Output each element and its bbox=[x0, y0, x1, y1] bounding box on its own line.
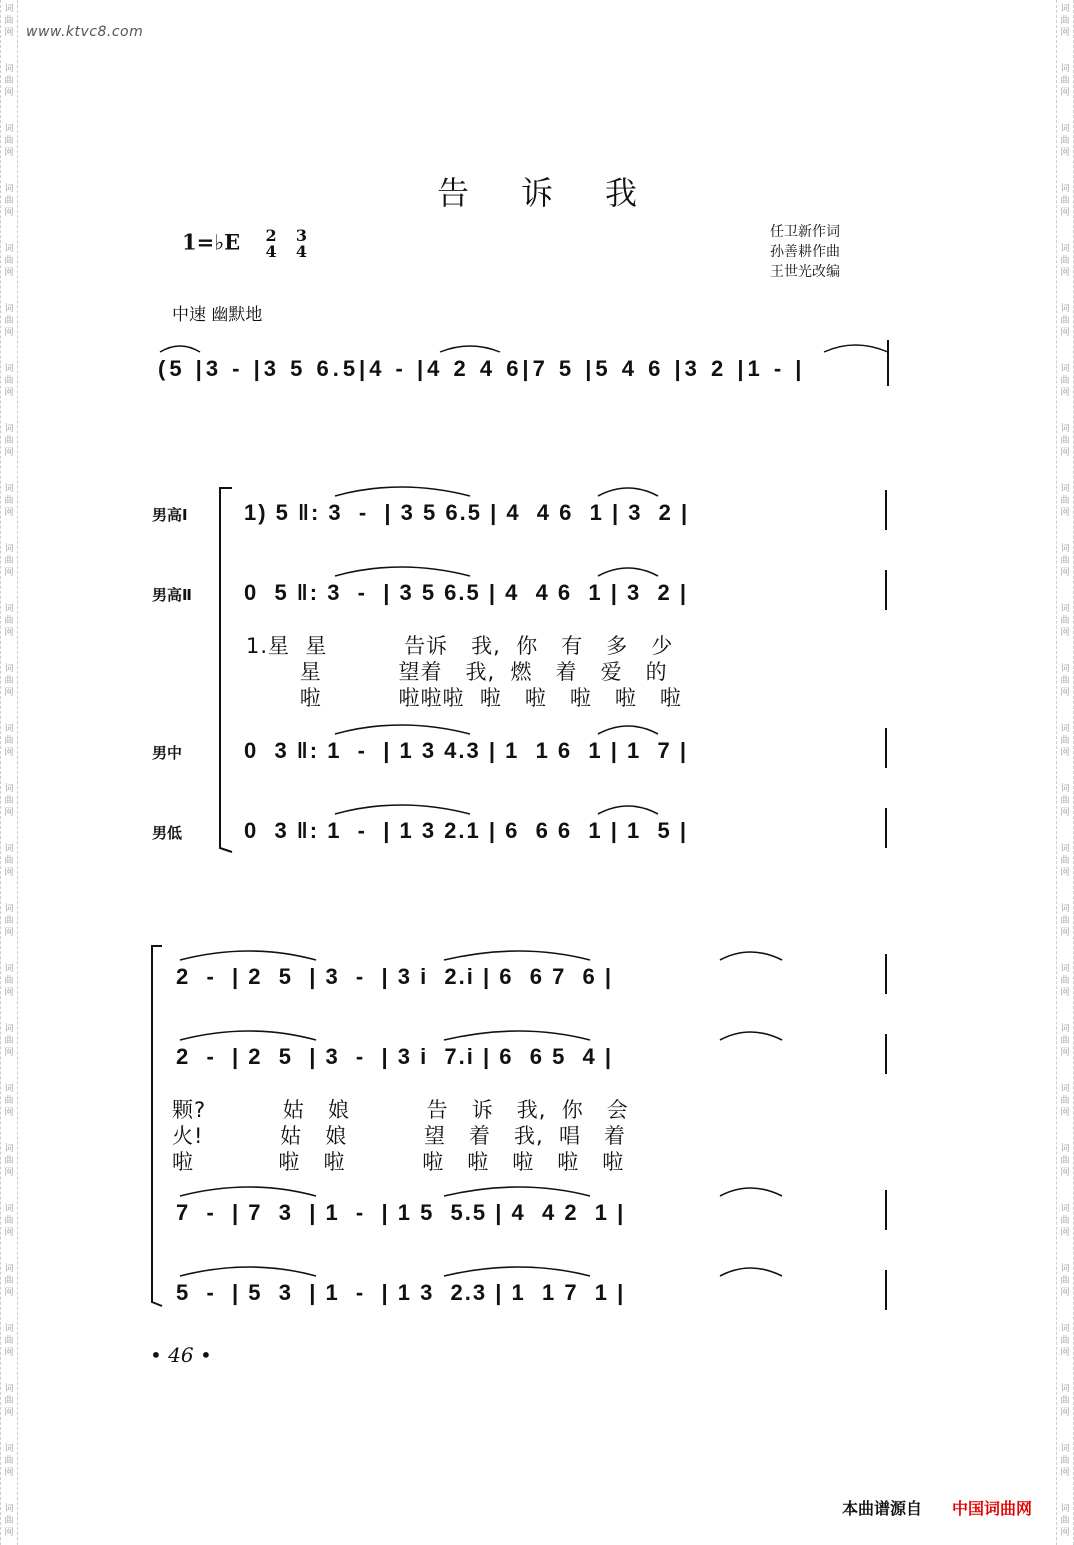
side-mark-char: 曲 bbox=[4, 1336, 14, 1346]
side-mark-char: 词 bbox=[1060, 364, 1070, 374]
side-mark-char: 词 bbox=[4, 1024, 14, 1034]
side-mark-char: 网 bbox=[1060, 988, 1070, 998]
side-mark-char: 曲 bbox=[4, 1096, 14, 1106]
notes-bass: 0 3 ‖: 1 - | 1 3 2.1 | 6 6 6 1 | 1 5 | bbox=[244, 818, 688, 843]
side-mark-char: 网 bbox=[4, 1408, 14, 1418]
side-mark-char: 曲 bbox=[1060, 316, 1070, 326]
side-mark-char: 词 bbox=[4, 724, 14, 734]
side-mark-char: 曲 bbox=[1060, 616, 1070, 626]
side-mark-char: 曲 bbox=[4, 1156, 14, 1166]
notes-s2-baritone: 7 - | 7 3 | 1 - | 1 5 5.5 | 4 4 2 1 | bbox=[176, 1200, 626, 1225]
side-mark-char: 网 bbox=[1060, 1108, 1070, 1118]
side-mark-char: 曲 bbox=[1060, 256, 1070, 266]
side-mark-char: 曲 bbox=[1060, 1396, 1070, 1406]
side-mark-char: 网 bbox=[1060, 1528, 1070, 1538]
side-mark-char: 词 bbox=[1060, 304, 1070, 314]
side-mark-char: 词 bbox=[1060, 184, 1070, 194]
side-mark-char: 词 bbox=[4, 844, 14, 854]
side-mark-char: 词 bbox=[4, 364, 14, 374]
side-mark-char: 网 bbox=[1060, 448, 1070, 458]
side-mark-char: 网 bbox=[4, 1288, 14, 1298]
side-mark-char: 网 bbox=[4, 328, 14, 338]
side-mark-char: 词 bbox=[4, 1444, 14, 1454]
side-mark-char: 词 bbox=[4, 124, 14, 134]
lyricist-credit: 任卫新作词 bbox=[770, 224, 840, 240]
side-mark-char: 词 bbox=[4, 424, 14, 434]
side-mark-char: 词 bbox=[1060, 1144, 1070, 1154]
side-mark-char: 曲 bbox=[4, 1456, 14, 1466]
meter-2-4: 2 4 bbox=[265, 226, 277, 261]
side-mark-char: 曲 bbox=[4, 1216, 14, 1226]
side-mark-char: 网 bbox=[4, 928, 14, 938]
side-mark-char: 网 bbox=[4, 208, 14, 218]
side-mark-char: 网 bbox=[4, 1108, 14, 1118]
side-mark-char: 词 bbox=[1060, 64, 1070, 74]
side-mark-char: 网 bbox=[1060, 508, 1070, 518]
side-mark-char: 词 bbox=[4, 184, 14, 194]
side-mark-char: 曲 bbox=[4, 616, 14, 626]
side-mark-char: 网 bbox=[1060, 808, 1070, 818]
key-text: 1=♭E bbox=[182, 229, 241, 255]
side-mark-char: 网 bbox=[4, 1228, 14, 1238]
side-mark-char: 词 bbox=[1060, 784, 1070, 794]
arranger-credit: 王世光改编 bbox=[770, 264, 840, 280]
side-mark-char: 词 bbox=[1060, 1444, 1070, 1454]
lyric-s2-line-1: 颗? 姑 娘 告 诉 我, 你 会 bbox=[172, 1098, 629, 1122]
side-mark-char: 曲 bbox=[4, 376, 14, 386]
notes-s2-tenor2: 2 - | 2 5 | 3 - | 3 i 7.i | 6 6 5 4 | bbox=[176, 1044, 614, 1069]
side-mark-char: 曲 bbox=[4, 676, 14, 686]
side-mark-char: 词 bbox=[4, 484, 14, 494]
side-mark-char: 曲 bbox=[1060, 1516, 1070, 1526]
part-label-tenor2: 男高Ⅱ bbox=[152, 586, 192, 604]
side-mark-char: 词 bbox=[4, 784, 14, 794]
footer-source-label: 本曲谱源自 bbox=[842, 1499, 923, 1518]
side-mark-char: 网 bbox=[1060, 628, 1070, 638]
side-mark-char: 词 bbox=[4, 244, 14, 254]
part-label-bass: 男低 bbox=[152, 824, 183, 842]
side-mark-char: 词 bbox=[1060, 904, 1070, 914]
side-mark-char: 词 bbox=[1060, 544, 1070, 554]
side-mark-char: 曲 bbox=[1060, 796, 1070, 806]
part-label-tenor1: 男高I bbox=[152, 506, 188, 524]
side-mark-char: 网 bbox=[4, 268, 14, 278]
side-mark-char: 网 bbox=[1060, 1348, 1070, 1358]
side-mark-char: 曲 bbox=[1060, 1276, 1070, 1286]
side-mark-char: 曲 bbox=[1060, 1096, 1070, 1106]
side-mark-char: 曲 bbox=[1060, 1456, 1070, 1466]
side-mark-char: 曲 bbox=[1060, 196, 1070, 206]
side-mark-char: 曲 bbox=[4, 736, 14, 746]
side-mark-char: 词 bbox=[1060, 484, 1070, 494]
notes-tenor2: 0 5 ‖: 3 - | 3 5 6.5 | 4 4 6 1 | 3 2 | bbox=[244, 580, 688, 605]
notes-s2-bass: 5 - | 5 3 | 1 - | 1 3 2.3 | 1 1 7 1 | bbox=[176, 1280, 626, 1305]
side-mark-char: 曲 bbox=[1060, 856, 1070, 866]
side-mark-char: 网 bbox=[1060, 148, 1070, 158]
side-mark-char: 词 bbox=[4, 1264, 14, 1274]
side-mark-char: 词 bbox=[4, 964, 14, 974]
side-mark-char: 网 bbox=[1060, 568, 1070, 578]
side-mark-char: 曲 bbox=[4, 1516, 14, 1526]
side-mark-char: 网 bbox=[4, 1468, 14, 1478]
side-mark-char: 曲 bbox=[1060, 376, 1070, 386]
side-mark-char: 曲 bbox=[1060, 76, 1070, 86]
intro-line: (5 |3 - |3 5 6.5|4 - |4 2 4 6|7 5 |5 4 6 |3 2 |1 - | bbox=[158, 356, 806, 381]
side-mark-char: 词 bbox=[1060, 1264, 1070, 1274]
side-mark-char: 曲 bbox=[4, 16, 14, 26]
side-mark-char: 网 bbox=[4, 28, 14, 38]
side-mark-char: 网 bbox=[1060, 208, 1070, 218]
side-mark-char: 曲 bbox=[1060, 136, 1070, 146]
side-mark-char: 曲 bbox=[4, 256, 14, 266]
side-mark-char: 曲 bbox=[4, 436, 14, 446]
side-mark-char: 词 bbox=[4, 604, 14, 614]
side-mark-char: 网 bbox=[4, 868, 14, 878]
side-mark-char: 曲 bbox=[4, 76, 14, 86]
lyric-s2-line-2: 火! 姑 娘 望 着 我, 唱 着 bbox=[172, 1124, 627, 1148]
side-mark-char: 曲 bbox=[4, 1396, 14, 1406]
side-mark-char: 网 bbox=[4, 1348, 14, 1358]
side-mark-char: 词 bbox=[4, 304, 14, 314]
side-mark-char: 网 bbox=[1060, 268, 1070, 278]
side-mark-char: 词 bbox=[1060, 964, 1070, 974]
side-mark-char: 词 bbox=[4, 664, 14, 674]
side-mark-char: 曲 bbox=[4, 136, 14, 146]
side-mark-char: 词 bbox=[4, 1084, 14, 1094]
side-mark-char: 词 bbox=[1060, 1024, 1070, 1034]
side-mark-char: 词 bbox=[1060, 424, 1070, 434]
watermark: www.ktvc8.com bbox=[26, 24, 144, 40]
lyric-line-1: 1.星 星 告诉 我, 你 有 多 少 bbox=[246, 634, 674, 658]
system1-bracket bbox=[220, 488, 232, 852]
side-mark-char: 曲 bbox=[4, 1276, 14, 1286]
side-mark-char: 词 bbox=[1060, 1084, 1070, 1094]
side-mark-char: 词 bbox=[4, 1324, 14, 1334]
side-mark-char: 曲 bbox=[4, 316, 14, 326]
side-mark-char: 网 bbox=[4, 508, 14, 518]
page-number: • 46 • bbox=[150, 1343, 212, 1367]
side-mark-char: 曲 bbox=[1060, 1216, 1070, 1226]
side-mark-char: 网 bbox=[4, 388, 14, 398]
side-mark-char: 网 bbox=[1060, 1408, 1070, 1418]
side-mark-char: 词 bbox=[4, 1204, 14, 1214]
side-mark-char: 曲 bbox=[4, 796, 14, 806]
side-mark-char: 网 bbox=[4, 988, 14, 998]
side-mark-char: 词 bbox=[4, 1504, 14, 1514]
side-mark-char: 网 bbox=[1060, 1288, 1070, 1298]
side-mark-char: 曲 bbox=[4, 556, 14, 566]
side-mark-char: 网 bbox=[1060, 328, 1070, 338]
side-mark-char: 网 bbox=[1060, 1468, 1070, 1478]
side-mark-char: 曲 bbox=[1060, 916, 1070, 926]
side-mark-char: 词 bbox=[1060, 724, 1070, 734]
side-mark-char: 网 bbox=[4, 448, 14, 458]
notes-tenor1: 1) 5 ‖: 3 - | 3 5 6.5 | 4 4 6 1 | 3 2 | bbox=[244, 500, 690, 525]
side-mark-char: 词 bbox=[1060, 1504, 1070, 1514]
side-mark-char: 曲 bbox=[4, 856, 14, 866]
song-title: 告诉我 bbox=[436, 174, 689, 212]
side-mark-char: 网 bbox=[1060, 748, 1070, 758]
side-mark-char: 词 bbox=[4, 544, 14, 554]
side-mark-char: 曲 bbox=[4, 976, 14, 986]
side-mark-char: 词 bbox=[4, 64, 14, 74]
side-mark-char: 网 bbox=[4, 628, 14, 638]
side-mark-char: 词 bbox=[1060, 1204, 1070, 1214]
side-mark-char: 曲 bbox=[1060, 736, 1070, 746]
side-mark-char: 词 bbox=[4, 904, 14, 914]
side-mark-char: 网 bbox=[4, 1528, 14, 1538]
side-mark-char: 词 bbox=[1060, 664, 1070, 674]
part-label-baritone: 男中 bbox=[152, 744, 183, 762]
side-mark-char: 网 bbox=[1060, 88, 1070, 98]
side-mark-char: 曲 bbox=[1060, 496, 1070, 506]
side-mark-char: 网 bbox=[1060, 868, 1070, 878]
side-mark-char: 曲 bbox=[4, 196, 14, 206]
side-mark-char: 词 bbox=[1060, 604, 1070, 614]
side-mark-char: 曲 bbox=[4, 916, 14, 926]
side-mark-char: 网 bbox=[4, 148, 14, 158]
tempo-marking: 中速 幽默地 bbox=[172, 305, 263, 325]
side-mark-char: 网 bbox=[1060, 388, 1070, 398]
notes-baritone: 0 3 ‖: 1 - | 1 3 4.3 | 1 1 6 1 | 1 7 | bbox=[244, 738, 688, 763]
side-mark-char: 词 bbox=[4, 1144, 14, 1154]
side-mark-char: 网 bbox=[1060, 28, 1070, 38]
side-mark-char: 曲 bbox=[1060, 676, 1070, 686]
side-mark-char: 曲 bbox=[4, 1036, 14, 1046]
lyric-line-2: 星 望着 我, 燃 着 爱 的 bbox=[246, 660, 668, 684]
system2-bracket bbox=[152, 946, 162, 1306]
side-mark-char: 词 bbox=[4, 1384, 14, 1394]
side-mark-char: 词 bbox=[1060, 1324, 1070, 1334]
composer-credit: 孙善耕作曲 bbox=[770, 244, 840, 260]
side-mark-char: 网 bbox=[1060, 1168, 1070, 1178]
side-mark-char: 网 bbox=[4, 1048, 14, 1058]
side-mark-char: 曲 bbox=[1060, 436, 1070, 446]
side-mark-char: 曲 bbox=[1060, 556, 1070, 566]
side-mark-char: 网 bbox=[4, 808, 14, 818]
side-mark-char: 网 bbox=[1060, 1228, 1070, 1238]
lyric-line-3: 啦 啦啦啦 啦 啦 啦 啦 啦 bbox=[246, 686, 682, 710]
side-mark-char: 词 bbox=[1060, 4, 1070, 14]
side-mark-char: 词 bbox=[4, 4, 14, 14]
side-mark-char: 曲 bbox=[1060, 976, 1070, 986]
side-mark-char: 网 bbox=[1060, 1048, 1070, 1058]
side-mark-char: 词 bbox=[1060, 244, 1070, 254]
side-mark-char: 网 bbox=[1060, 928, 1070, 938]
side-mark-char: 曲 bbox=[1060, 1156, 1070, 1166]
lyric-s2-line-3: 啦 啦 啦 啦 啦 啦 啦 啦 bbox=[172, 1150, 625, 1174]
side-mark-char: 词 bbox=[1060, 1384, 1070, 1394]
side-mark-char: 曲 bbox=[1060, 1336, 1070, 1346]
side-mark-char: 词 bbox=[1060, 124, 1070, 134]
side-mark-char: 网 bbox=[4, 688, 14, 698]
side-mark-char: 曲 bbox=[1060, 1036, 1070, 1046]
side-mark-char: 网 bbox=[4, 748, 14, 758]
side-mark-char: 曲 bbox=[1060, 16, 1070, 26]
notes-s2-tenor1: 2 - | 2 5 | 3 - | 3 i 2.i | 6 6 7 6 | bbox=[176, 964, 614, 989]
side-mark-char: 网 bbox=[4, 88, 14, 98]
side-mark-char: 网 bbox=[1060, 688, 1070, 698]
side-mark-char: 曲 bbox=[4, 496, 14, 506]
side-mark-char: 词 bbox=[1060, 844, 1070, 854]
meter-3-4: 3 4 bbox=[295, 226, 308, 261]
side-mark-char: 网 bbox=[4, 568, 14, 578]
footer-site-link[interactable]: 中国词曲网 bbox=[952, 1499, 1033, 1518]
side-mark-char: 网 bbox=[4, 1168, 14, 1178]
